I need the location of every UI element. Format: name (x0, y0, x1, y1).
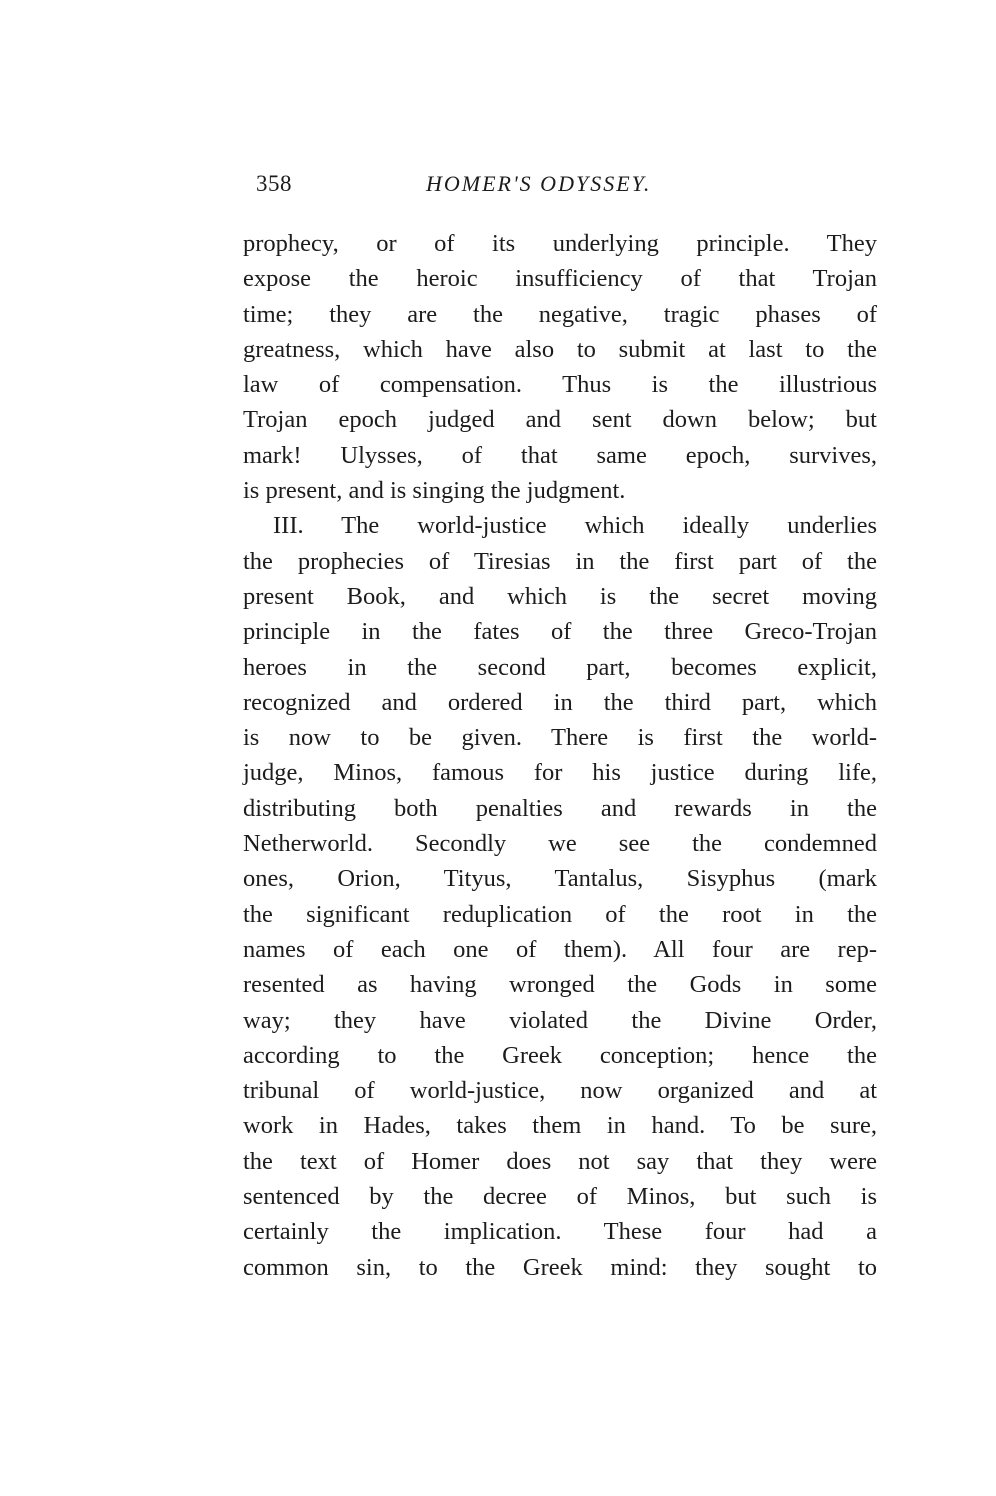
text-line: mark! Ulysses, of that same epoch, survives, (243, 441, 877, 469)
text-line: expose the heroic insufficiency of that Trojan (243, 265, 877, 293)
text-line: Trojan epoch judged and sent down below; but (243, 406, 877, 434)
text-line: prophecy, or of its underlying principle. They (243, 230, 877, 257)
text-line: recognized and ordered in the third part, which (243, 688, 877, 716)
text-line: present Book, and which is the secret moving (243, 582, 877, 610)
text-line: the prophecies of Tiresias in the first part of the (243, 547, 877, 575)
text-line: law of compensation. Thus is the illustrious (243, 371, 877, 399)
text-line: the significant reduplication of the root in the (243, 900, 877, 928)
text-line: is now to be given. There is first the world- (243, 724, 877, 752)
text-line: resented as having wronged the Gods in some (243, 971, 877, 999)
running-head (256, 171, 876, 205)
text-line: greatness, which have also to submit at last to the (243, 335, 877, 363)
text-line: judge, Minos, famous for his justice during life, (243, 759, 877, 787)
text-line: the text of Homer does not say that they were (243, 1147, 877, 1175)
page-number: 358 (256, 171, 292, 196)
text-line: tribunal of world-justice, now organized and at (243, 1077, 877, 1105)
paragraph-2 (243, 508, 877, 1285)
text-line: way; they have violated the Divine Order, (243, 1006, 877, 1034)
text-line: certainly the implication. These four had a (243, 1218, 877, 1246)
text-line: III. The world-justice which ideally underlies (273, 512, 877, 540)
text-line: is present, and is singing the judgment. (243, 477, 626, 505)
body-text (243, 226, 877, 1285)
text-line: according to the Greek conception; hence the (243, 1041, 877, 1069)
paragraph-1 (243, 226, 877, 508)
text-line: sentenced by the decree of Minos, but such is (243, 1183, 877, 1211)
text-line: names of each one of them). All four are rep- (243, 935, 877, 963)
text-line: ones, Orion, Tityus, Tantalus, Sisyphus (mark (243, 865, 877, 893)
text-line: distributing both penalties and rewards in the (243, 794, 877, 822)
text-line: time; they are the negative, tragic phases of (243, 300, 877, 328)
running-head-title: HOMER'S ODYSSEY. (426, 171, 652, 196)
text-line: work in Hades, takes them in hand. To be sure, (243, 1112, 877, 1140)
text-line: heroes in the second part, becomes explicit, (243, 653, 877, 681)
text-line: Netherworld. Secondly we see the condemned (243, 830, 877, 858)
text-line: principle in the fates of the three Greco-Trojan (243, 618, 877, 646)
text-line: common sin, to the Greek mind: they sought to (243, 1253, 877, 1281)
